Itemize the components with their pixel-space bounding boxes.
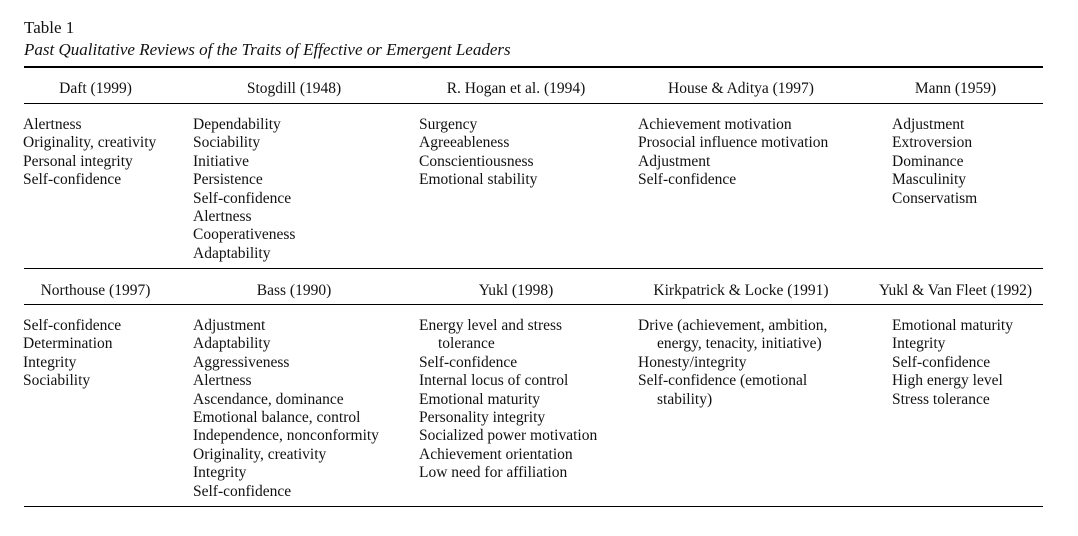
- trait-item: Independence, nonconformity: [193, 427, 379, 445]
- trait-item: Adjustment: [638, 152, 711, 170]
- trait-item-continuation: energy, tenacity, initiative): [657, 335, 822, 353]
- trait-item: Initiative: [193, 152, 249, 170]
- trait-item: Sociability: [193, 134, 261, 152]
- trait-item: Achievement motivation: [638, 116, 792, 133]
- trait-item: Energy level and stress: [419, 317, 563, 334]
- header-rule-2: [24, 304, 1043, 305]
- trait-item: Internal locus of control: [419, 372, 569, 390]
- column-body: [23, 116, 156, 190]
- column-body: [23, 317, 121, 391]
- column-header: House & Aditya (1997): [668, 80, 814, 97]
- trait-item: Self-confidence: [419, 353, 518, 371]
- trait-item: Self-confidence (emotional: [638, 372, 808, 390]
- trait-item: Self-confidence: [638, 171, 737, 189]
- column-header: Kirkpatrick & Locke (1991): [653, 282, 829, 299]
- trait-item: Personal integrity: [23, 152, 133, 170]
- trait-item: Surgency: [419, 116, 478, 133]
- trait-item: Conscientiousness: [419, 152, 534, 170]
- header-rule-1: [24, 103, 1043, 104]
- trait-item: Personality integrity: [419, 409, 546, 427]
- trait-item: Adaptability: [193, 335, 271, 353]
- trait-item: Sociability: [23, 372, 91, 390]
- trait-item: Originality, creativity: [23, 134, 157, 152]
- header-row-2: [0, 280, 1078, 302]
- column-header: Daft (1999): [59, 80, 132, 97]
- trait-item: Persistence: [193, 171, 263, 189]
- trait-item: Adjustment: [892, 116, 965, 133]
- trait-item: Agreeableness: [419, 134, 510, 152]
- column-body: [892, 116, 977, 208]
- trait-item: Socialized power motivation: [419, 427, 598, 445]
- trait-item: Determination: [23, 335, 113, 353]
- trait-item: Integrity: [23, 353, 77, 371]
- trait-item: Honesty/integrity: [638, 353, 747, 371]
- trait-item: Adjustment: [193, 317, 266, 334]
- column-body: [638, 317, 827, 409]
- header-row-1: [0, 78, 1078, 100]
- trait-item: Emotional maturity: [419, 390, 540, 408]
- table-label: Table 1: [24, 18, 75, 37]
- trait-item: Masculinity: [892, 171, 967, 189]
- trait-item: Adaptability: [193, 244, 271, 262]
- trait-item: Dominance: [892, 152, 964, 170]
- column-body: [193, 116, 295, 263]
- trait-item: Self-confidence: [23, 317, 122, 334]
- trait-item: Originality, creativity: [193, 445, 327, 463]
- column-header: Stogdill (1948): [246, 80, 342, 97]
- column-body: [419, 116, 537, 190]
- trait-item: Emotional maturity: [892, 317, 1013, 334]
- trait-item: High energy level: [892, 372, 1003, 390]
- column-header: Yukl (1998): [478, 282, 554, 299]
- trait-item: Conservatism: [892, 189, 978, 207]
- trait-item: Stress tolerance: [892, 390, 990, 408]
- trait-item: Emotional balance, control: [193, 409, 361, 427]
- trait-item: Drive (achievement, ambition,: [638, 317, 828, 334]
- column-header: Mann (1959): [914, 80, 997, 97]
- column-header: R. Hogan et al. (1994): [446, 80, 586, 97]
- table-title-block: [24, 17, 511, 61]
- bottom-rule: [24, 506, 1043, 507]
- trait-item: Alertness: [23, 116, 82, 133]
- column-body: [638, 116, 828, 190]
- trait-item: Integrity: [193, 464, 247, 482]
- trait-item: Integrity: [892, 335, 946, 353]
- trait-item: Alertness: [193, 372, 252, 390]
- trait-item: Cooperativeness: [193, 226, 296, 244]
- trait-item-continuation: tolerance: [438, 335, 495, 353]
- table-caption: Past Qualitative Reviews of the Traits of Effective or Emergent Leaders: [24, 40, 511, 59]
- column-header: Northouse (1997): [40, 282, 151, 299]
- trait-item: Ascendance, dominance: [193, 390, 344, 408]
- trait-item: Alertness: [193, 208, 252, 226]
- top-rule: [24, 66, 1043, 68]
- column-body: [419, 317, 597, 483]
- trait-item: Self-confidence: [892, 353, 991, 371]
- column-body: [892, 317, 1013, 409]
- column-header: Yukl & Van Fleet (1992): [879, 282, 1032, 299]
- column-body: [193, 317, 379, 501]
- trait-item: Prosocial influence motivation: [638, 134, 829, 152]
- trait-item: Aggressiveness: [193, 353, 290, 371]
- trait-item: Emotional stability: [419, 171, 538, 189]
- trait-item: Self-confidence: [193, 482, 292, 500]
- column-header: Bass (1990): [256, 282, 332, 299]
- trait-item-continuation: stability): [657, 390, 713, 408]
- trait-item: Low need for affiliation: [419, 464, 568, 482]
- trait-item: Dependability: [193, 116, 281, 133]
- trait-item: Extroversion: [892, 134, 973, 152]
- block-divider-rule: [24, 268, 1043, 269]
- trait-item: Self-confidence: [23, 171, 122, 189]
- trait-item: Achievement orientation: [419, 445, 573, 463]
- trait-item: Self-confidence: [193, 189, 292, 207]
